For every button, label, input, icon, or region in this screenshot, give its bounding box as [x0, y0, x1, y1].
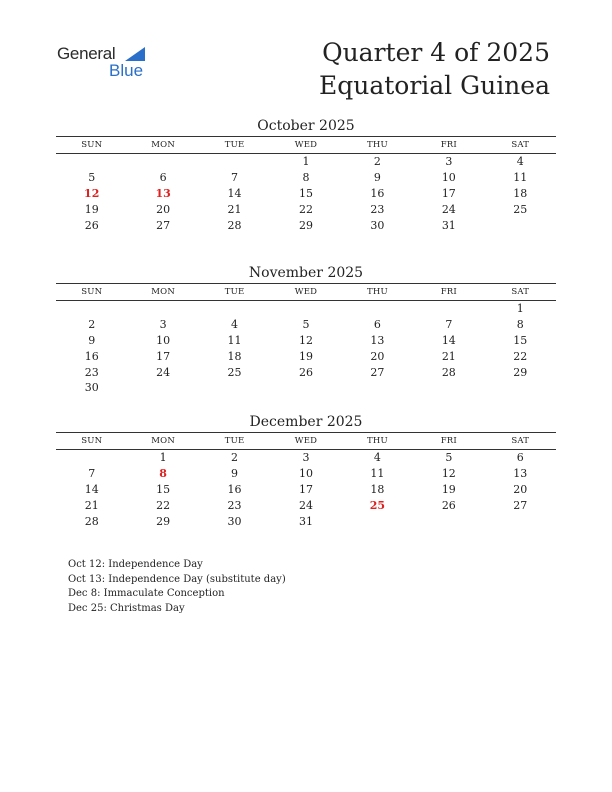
weekday-header: SUN — [56, 137, 127, 154]
empty-day-cell — [270, 380, 341, 396]
day-cell: 3 — [302, 451, 310, 465]
day-cell: 24 — [156, 365, 171, 379]
weekday-header: FRI — [413, 137, 484, 154]
weekday-header: MON — [127, 137, 198, 154]
day-cell: 30 — [370, 218, 385, 232]
day-cell: 27 — [370, 365, 385, 379]
day-cell: 5 — [88, 171, 96, 185]
day-cell: 24 — [298, 498, 313, 512]
week-row — [56, 201, 556, 217]
day-cell: 11 — [370, 467, 385, 481]
day-cell: 27 — [156, 218, 171, 232]
empty-day-cell — [342, 513, 413, 529]
day-cell: 28 — [441, 365, 456, 379]
empty-day-cell — [270, 301, 341, 317]
day-cell: 17 — [156, 349, 171, 363]
day-cell: 30 — [84, 381, 99, 395]
day-cell: 23 — [370, 202, 385, 216]
empty-day-cell — [485, 513, 556, 529]
empty-day-cell — [199, 380, 270, 396]
day-cell: 24 — [441, 202, 456, 216]
day-cell: 19 — [441, 482, 456, 496]
weekday-header: TUE — [199, 284, 270, 301]
weekday-header: THU — [342, 137, 413, 154]
day-cell: 20 — [156, 202, 171, 216]
day-cell: 16 — [84, 349, 99, 363]
logo-general-text: General — [57, 44, 116, 63]
day-cell: 10 — [298, 467, 313, 481]
empty-day-cell — [127, 154, 198, 170]
day-cell: 1 — [302, 155, 310, 169]
day-cell: 20 — [513, 482, 528, 496]
empty-day-cell — [199, 154, 270, 170]
day-cell: 22 — [513, 349, 528, 363]
weekday-header: FRI — [413, 433, 484, 450]
empty-day-cell — [56, 301, 127, 317]
day-cell: 25 — [513, 202, 528, 216]
generalblue-logo — [57, 44, 157, 84]
day-cell: 4 — [231, 318, 239, 332]
day-cell: 4 — [373, 451, 381, 465]
day-cell: 11 — [513, 171, 528, 185]
day-cell: 25 — [227, 365, 242, 379]
day-cell: 7 — [445, 318, 453, 332]
title-quarter: Quarter 4 of 2025 — [322, 38, 550, 67]
day-cell: 5 — [302, 318, 310, 332]
day-cell: 28 — [84, 514, 99, 528]
day-cell: 14 — [441, 333, 456, 347]
weekday-header: MON — [127, 284, 198, 301]
day-cell: 18 — [370, 482, 385, 496]
calendar-grid — [56, 283, 556, 396]
week-row — [56, 217, 556, 233]
week-row — [56, 317, 556, 333]
day-cell: 7 — [231, 171, 239, 185]
day-cell: 29 — [513, 365, 528, 379]
weekday-header: SUN — [56, 284, 127, 301]
month-november — [56, 263, 556, 396]
day-cell: 14 — [227, 186, 242, 200]
day-cell: 29 — [156, 514, 171, 528]
weekday-header: SAT — [485, 433, 556, 450]
day-cell: 28 — [227, 218, 242, 232]
empty-day-cell — [56, 450, 127, 466]
week-row — [56, 154, 556, 170]
day-cell: 21 — [84, 498, 99, 512]
day-cell: 26 — [298, 365, 313, 379]
day-cell: 19 — [84, 202, 99, 216]
day-cell: 15 — [298, 186, 313, 200]
day-cell: 23 — [84, 365, 99, 379]
empty-day-cell — [56, 154, 127, 170]
day-cell: 1 — [516, 302, 524, 316]
weekday-header: TUE — [199, 137, 270, 154]
empty-day-cell — [342, 301, 413, 317]
day-cell: 16 — [370, 186, 385, 200]
day-cell: 7 — [88, 467, 96, 481]
empty-day-cell — [413, 513, 484, 529]
day-cell: 13 — [370, 333, 385, 347]
day-cell: 10 — [156, 333, 171, 347]
day-cell: 2 — [88, 318, 96, 332]
week-row — [56, 364, 556, 380]
day-cell: 15 — [156, 482, 171, 496]
day-cell: 18 — [227, 349, 242, 363]
week-row — [56, 482, 556, 498]
day-cell: 6 — [159, 171, 167, 185]
day-cell: 9 — [231, 467, 239, 481]
day-cell: 23 — [227, 498, 242, 512]
empty-day-cell — [413, 301, 484, 317]
week-row — [56, 301, 556, 317]
holiday-note: Oct 13: Independence Day (substitute day) — [68, 573, 286, 585]
calendar-grid — [56, 432, 556, 529]
weekday-header: SAT — [485, 284, 556, 301]
holiday-note: Dec 8: Immaculate Conception — [68, 588, 225, 599]
weekday-header: THU — [342, 284, 413, 301]
empty-day-cell — [127, 301, 198, 317]
day-cell: 8 — [516, 318, 524, 332]
holiday-notes — [68, 558, 286, 616]
day-cell: 6 — [516, 451, 524, 465]
day-cell: 31 — [441, 218, 456, 232]
day-cell: 21 — [227, 202, 242, 216]
empty-day-cell — [342, 380, 413, 396]
day-cell: 1 — [159, 451, 167, 465]
weekday-header: SAT — [485, 137, 556, 154]
day-cell: 5 — [445, 451, 453, 465]
day-cell: 30 — [227, 514, 242, 528]
day-cell: 4 — [516, 155, 524, 169]
day-cell: 12 — [441, 467, 456, 481]
week-row — [56, 380, 556, 396]
day-cell: 3 — [445, 155, 453, 169]
empty-day-cell — [199, 301, 270, 317]
day-cell: 6 — [373, 318, 381, 332]
day-cell: 17 — [298, 482, 313, 496]
weekday-header: TUE — [199, 433, 270, 450]
day-cell: 20 — [370, 349, 385, 363]
day-cell: 9 — [373, 171, 381, 185]
calendar-grid — [56, 136, 556, 233]
weekday-header: FRI — [413, 284, 484, 301]
logo-blue-text: Blue — [109, 61, 144, 80]
weekday-header: WED — [270, 137, 341, 154]
empty-day-cell — [485, 217, 556, 233]
day-cell: 19 — [298, 349, 313, 363]
week-row — [56, 333, 556, 349]
weekday-header: WED — [270, 433, 341, 450]
empty-day-cell — [485, 380, 556, 396]
day-cell: 14 — [84, 482, 99, 496]
holiday-note: Oct 12: Independence Day — [68, 559, 203, 570]
holiday-day-cell: 13 — [155, 186, 171, 200]
day-cell: 3 — [159, 318, 167, 332]
day-cell: 2 — [231, 451, 239, 465]
empty-day-cell — [413, 380, 484, 396]
week-row — [56, 466, 556, 482]
day-cell: 22 — [156, 498, 171, 512]
day-cell: 2 — [373, 155, 381, 169]
day-cell: 22 — [298, 202, 313, 216]
week-row — [56, 348, 556, 364]
day-cell: 26 — [84, 218, 99, 232]
week-row — [56, 513, 556, 529]
month-title: November 2025 — [248, 265, 364, 281]
day-cell: 31 — [298, 514, 313, 528]
holiday-day-cell: 12 — [84, 186, 100, 200]
day-cell: 13 — [513, 467, 528, 481]
week-row — [56, 186, 556, 202]
month-title: October 2025 — [257, 118, 355, 134]
day-cell: 12 — [298, 333, 313, 347]
weekday-header: THU — [342, 433, 413, 450]
week-row — [56, 450, 556, 466]
day-cell: 9 — [88, 333, 96, 347]
weekday-header: WED — [270, 284, 341, 301]
day-cell: 27 — [513, 498, 528, 512]
day-cell: 29 — [298, 218, 313, 232]
day-cell: 11 — [227, 333, 242, 347]
day-cell: 15 — [513, 333, 528, 347]
empty-day-cell — [127, 380, 198, 396]
week-row — [56, 497, 556, 513]
month-october — [56, 116, 556, 233]
page-title — [319, 36, 550, 102]
month-title: December 2025 — [249, 414, 363, 430]
title-country: Equatorial Guinea — [318, 71, 550, 100]
day-cell: 16 — [227, 482, 242, 496]
logo-triangle-icon — [125, 47, 145, 61]
holiday-note: Dec 25: Christmas Day — [68, 602, 185, 614]
week-row — [56, 170, 556, 186]
month-december — [56, 412, 556, 529]
day-cell: 21 — [441, 349, 456, 363]
holiday-day-cell: 8 — [159, 467, 167, 481]
day-cell: 26 — [441, 498, 456, 512]
weekday-header: MON — [127, 433, 198, 450]
day-cell: 10 — [441, 171, 456, 185]
holiday-day-cell: 25 — [369, 498, 386, 512]
day-cell: 8 — [302, 171, 310, 185]
day-cell: 17 — [441, 186, 456, 200]
day-cell: 18 — [513, 186, 528, 200]
weekday-header: SUN — [56, 433, 127, 450]
